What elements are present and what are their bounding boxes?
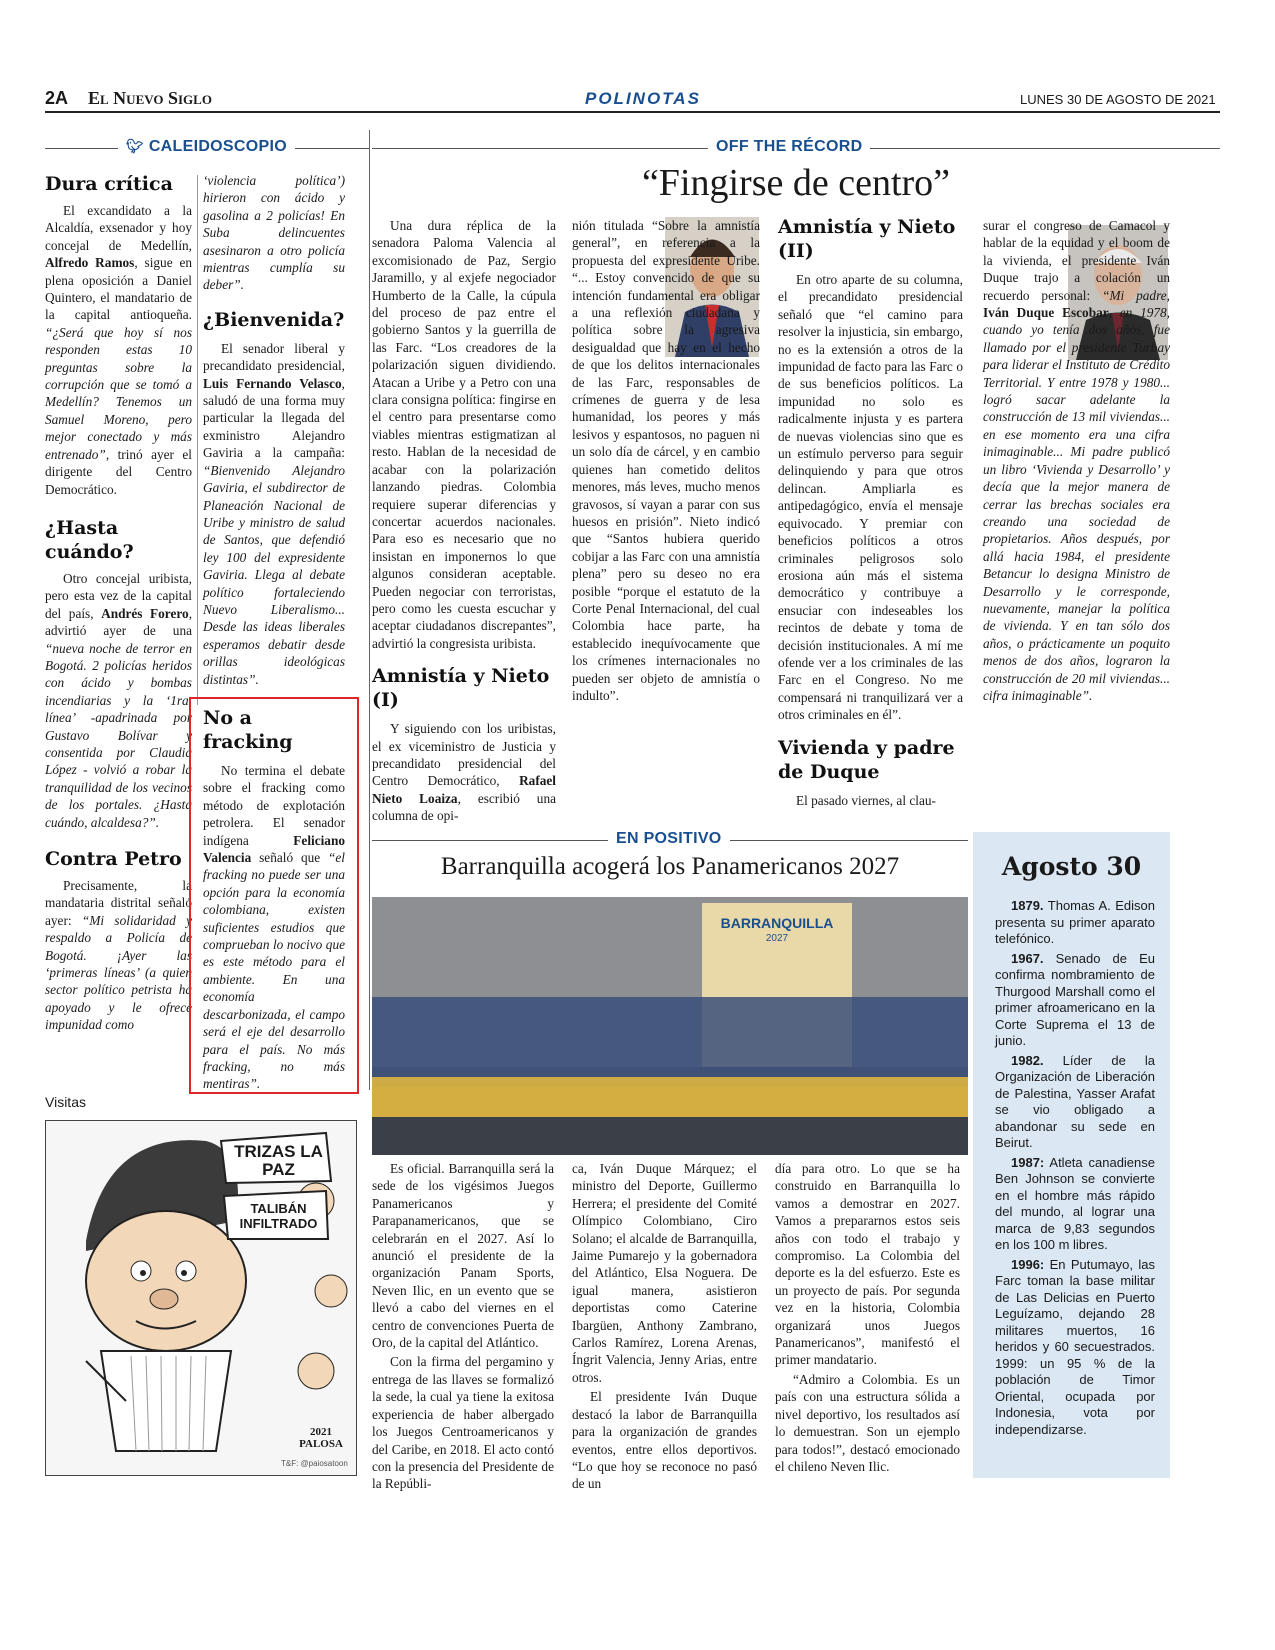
text-contra-petro: Precisamente, la mandataria distrital señaló ayer: “Mi solidaridad y respaldo a Policía de Bogotá. ¡Ayer las ‘primeras líneas’ (a quien sector político petrista ha apoyado y le ofrece impunidad como	[45, 878, 192, 1033]
event-1987: 1987: Atleta canadiense Ben Johnson se convierte en el hombre más rápido del mundo, al lograr una marca de 9,83 segundos en los 100 m libres.	[995, 1154, 1155, 1252]
otr-text-amnistia-2: En otro aparte de su columna, el precandidato presidencial señaló que “el camino para resolver la injusticia, sin embargo, no es la extensión a otros de la impunidad de facto para las Farc o de sus beneficios políticos. La impunidad no solo es radicalmente injusta y es partera de nuevas violencias sino que es un estímulo perverso para seguir delinquiendo y para que otros delincan. Ampliarla es antipedagógico, envía el mensaje equivocado. Y premiar con beneficios políticos a otros criminales peligrosos solo erosiona aún más el sistema democrático y contribuye a ensuciar con indeseables los recintos de debate y toma de decisión institucionales. A mí me ofende ver a los criminales de las Farc en el Congreso. No me compensará ni tranquilizará ver a otros criminales en él”.	[778, 272, 963, 723]
agosto-title: Agosto 30	[1001, 852, 1142, 881]
otr-col3	[778, 215, 963, 811]
otr-label: OFF THE RÉCORD	[708, 138, 870, 156]
heading-hasta-cuando: ¿Hasta cuándo?	[45, 516, 134, 563]
positivo-col1: Es oficial. Barranquilla será la sede de los vigésimos Juegos Panamericanos y Parapanamericanos, que se celebrarán en el 2027. Así lo anunció el presidente de la organización Panam Sports, Neven Ilic, en un evento que se llevó a cabo del viernes en el centro de convenciones Puerta de Oro, de la capital del Atlántico. Con la firma del pergamino y entrega de las llaves se formalizó la sede, la cual ya tiene la exitosa experiencia de haber albergado los Juegos Centroamericanos y del Caribe, en 2018. El acto contó con la presencia del Presidente de la Repúbli-	[372, 1161, 554, 1492]
heading-amnistia-1: Amnistía y Nieto (I)	[372, 665, 550, 712]
event-1967: 1967. Senado de Eu confirma nombramiento de Thurgood Marshall como el primer afroamericano en la Corte Suprema el 13 de junio.	[995, 950, 1155, 1048]
bird-icon: 🐦︎	[126, 138, 145, 154]
cartoon	[45, 1120, 357, 1476]
text-dura-critica: El excandidato a la Alcaldía, exsenador y hoy concejal de Medellín, Alfredo Ramos, sigue en plena oposición a Daniel Quintero, el mandatario de la capital antioqueña. “¿Será que hoy sí nos responden estas 10 preguntas sobre la corrupción que se tomó a Medellín? Tenemos un Samuel Moreno, pero mejor conectado y más entrenado”, trinó ayer el dirigente del Centro Democrático.	[45, 203, 192, 497]
otr-title: “Fingirse de centro”	[641, 162, 951, 204]
otr-text-amnistia-cont: nión titulada “Sobre la amnistía general”, en referencia a la propuesta del expresidente Uribe. “... Estoy convencido de que su intención fundamental era obligar a una reflexión ciudadana y política sobre la agresiva desigualdad que hay en el hecho de que los delitos internacionales de las Farc, responsables de crímenes de guerra y de lesa humanidad, los peores y más lesivos y espantosos, no paguen ni un solo día de cárcel, y en cambio quienes han cometido delitos menores, más leves, mucho menos gravosos, sí vayan a parar con sus huesos en prisión”. Nieto indicó que “Santos hubiera querido cobijar a las Farc con una amnistía plena” pero su deseo no era posible “porque el estatuto de la Corte Penal Internacional, del cual Colombia hace parte, ha establecido inequívocamente que los crímenes internacionales no pueden ser objeto de amnistía o indulto”.	[572, 218, 760, 703]
otr-text-amnistia-1: Y siguiendo con los uribistas, el ex viceministro de Justicia y precandidato presidencial del Centro Democrático, Rafael Nieto Loaiza, escribió una columna de opi-	[372, 721, 557, 824]
heading-no-a-fracking: No a fracking	[203, 707, 293, 753]
heading-dura-critica: Dura crítica	[45, 173, 173, 195]
otr-text-fingirse: Una dura réplica de la senadora Paloma Valencia al excomisionado de Paz, Sergio Jaramillo, y al exjefe negociador Humberto de la Calle, la cúpula del proceso de paz entre el gobierno Santos y la guerrilla de las Farc. “Los creadores de la polarización siguen dividiendo. Atacan a Uribe y a Petro con una clara consigna política: fingirse en el centro para presentarse como viables mientras estigmatizan al resto. Hablan de la necesidad de acabar con la polarización lanzando piedras. Colombia requiere superar diferencias y concertar acuerdos nacionales. Para eso es necesario que no insistan en imponernos lo que algunos consideran aceptable. Pueden negociar con terroristas, pero como les cuesta escuchar y aceptar ciudadanos discrepantes”, advirtió la congresista uribista.	[372, 218, 556, 651]
text-hasta-cuando: Otro concejal uribista, pero esta vez de la capital del país, Andrés Forero, advirtió ayer de una “nueva noche de terror en Bogotá. 2 policías heridos con ácido y bombas incendiarias y la ‘1ra. línea’ -apadrinada por Gustavo Bolívar y consentida por Claudia López - volvió a robar la tranquilidad de los vecinos de los portales. ¿Hasta cuándo, alcaldesa?”.	[45, 570, 193, 830]
caleidoscopio-col2	[203, 172, 345, 690]
heading-vivienda: Vivienda y padre de Duque	[778, 736, 955, 783]
caleidoscopio-divider	[197, 175, 198, 705]
positivo-title: Barranquilla acogerá los Panamericanos 2027	[440, 853, 900, 880]
bubble-trizas-la-paz: TRIZAS LA PAZ	[234, 1142, 323, 1179]
cartoon-label: Visitas	[45, 1094, 86, 1110]
heading-bienvenida: ¿Bienvenida?	[203, 308, 345, 331]
bubble-taliban-infiltrado: TALIBÁN INFILTRADO	[239, 1201, 318, 1231]
heading-amnistia-2: Amnistía y Nieto (II)	[778, 216, 956, 262]
fracking-content	[203, 706, 345, 1095]
paper-name: El Nuevo Siglo	[88, 88, 212, 108]
main-divider	[369, 130, 370, 1090]
text-violencia: ‘violencia política’) hirieron con ácido y gasolina a 2 policías! En Suba delincuentes asesinaron a otro policía mientras cumplía su deber”.	[203, 173, 345, 293]
header-rule	[45, 111, 1220, 113]
agosto-list	[995, 898, 1155, 1441]
otr-col2	[572, 217, 760, 704]
caleidoscopio-label: 🐦︎ CALEIDOSCOPIO	[118, 138, 295, 156]
otr-text-vivienda-cont: surar el congreso de Camacol y hablar de la equidad y el boom de la vivienda, el presidente Iván Duque trajo a colación un recuerdo personal: “Mi padre, Iván Duque Escobar, en 1978, cuando yo tenía dos años, fue llamado por el presidente Turbay para liderar el Instituto de Crédito Territorial. Y entre 1978 y 1980... logró sacar adelante la construcción de 13 mil viviendas... en ese momento era una cifra inimaginable... Mi padre publicó un libro ‘Vivienda y Desarrollo’ y decía que la mejor manera de cerrar las brechas sociales era creando una sociedad de propietarios. Años después, por allá hacia 1984, el presidente Betancur lo designa Ministro de Desarrollo y le corresponde, nuevamente, manejar la política de vivienda. Y en tan sólo dos años, o prácticamente un poquito menos de dos años, lograron la construcción de 20 mil viviendas... cifra inimaginable”.	[983, 218, 1170, 703]
positivo-label: EN POSITIVO	[608, 830, 730, 848]
event-1982: 1982. Líder de la Organización de Liberación de Palestina, Yasser Arafat se vio obligado a abandonar su sede en Beirut.	[995, 1052, 1155, 1150]
cartoon-credit: T&F: @paiosatoon	[281, 1459, 348, 1468]
text-bienvenida: El senador liberal y precandidato presidencial, Luis Fernando Velasco, saludó de una forma muy particular la llegada del exministro Alejandro Gaviria a la campaña: “Bienvenido Alejandro Gaviria, el subdirector de Planeación Nacional de Uribe y ministro de salud de Santos, que defendió ley 100 del expresidente Gaviria. Llega al debate político fortaleciendo Nuevo Liberalismo... Desde las ideas liberales esperamos debatir desde orillas ideológicas distintas”.	[203, 340, 345, 687]
event-banner-year: 2027	[765, 933, 789, 944]
heading-contra-petro: Contra Petro	[45, 848, 182, 870]
text-no-a-fracking: No termina el debate sobre el fracking como método de explotación petrolera. El senador indígena Feliciano Valencia señaló que “el fracking no puede ser una opción para la economía colombiana, existen suficientes estudios que comprueban lo nocivo que es este método para el ambiente. En una economía descarbonizada, el campo será el eje del desarrollo para el país. No más fracking, no más mentiras”.	[203, 763, 345, 1092]
otr-col4	[983, 217, 1170, 704]
otr-col1	[372, 217, 556, 827]
event-1996: 1996: En Putumayo, las Farc toman la base militar de Las Delicias en Puerto Leguízamo, dejando 28 militares muertos, 16 heridos y 60 secuestrados. 1999: un 95 % de la población de Timor Oriental, ocupada por Indonesia, vota por independizarse.	[995, 1256, 1155, 1437]
section-title: POLINOTAS	[585, 89, 701, 108]
event-1879: 1879. Thomas A. Edison presenta su primer aparato telefónico.	[995, 898, 1155, 946]
photo-barranquilla-event	[372, 897, 968, 1155]
event-photo	[372, 897, 968, 1155]
event-banner-title: BARRANQUILLA	[720, 915, 834, 931]
page-number: 2A	[45, 88, 69, 108]
otr-text-vivienda: El pasado viernes, al clau-	[796, 792, 936, 808]
caleidoscopio-col1	[45, 172, 192, 1065]
page-date: LUNES 30 DE AGOSTO DE 2021	[1020, 92, 1216, 107]
positivo-col3: día para otro. Lo que se ha construido en Barranquilla lo vamos a demostrar en 2027. Vamos a prepararnos estos seis años con todo el trabajo y compromiso. La Colombia del deporte es la del esfuerzo. Este es un proyecto de país. Por segunda vez en la historia, Colombia organizará unos Juegos Panamericanos”, manifestó el primer mandatario. “Admiro a Colombia. Es un país con una estructura sólida a nivel deportivo, los resultados así lo demuestran. Son un ejemplo para todos!”, destacó emocionado el chileno Neven Ilic.	[775, 1161, 960, 1474]
positivo-col2: ca, Iván Duque Márquez; el ministro del Deporte, Guillermo Herrera; el presidente del Comité Olímpico Colombiano, Ciro Solano; el alcalde de Barranquilla, Jaime Pumarejo y la gobernadora del Atlántico, Elsa Noguera. De igual manera, asistieron deportistas como Caterine Ibargüen, Anthony Zambrano, Carlos Ramírez, Lorena Arenas, Íngrit Valencia, Jenny Arias, entre otros. El presidente Iván Duque destacó la labor de Barranquilla para la organización de grandes eventos, entre ellos deportivos. “Lo que hoy se reconoce no pasó de un	[572, 1161, 757, 1492]
cartoon-signature: 2021 PALOSA	[299, 1426, 343, 1450]
